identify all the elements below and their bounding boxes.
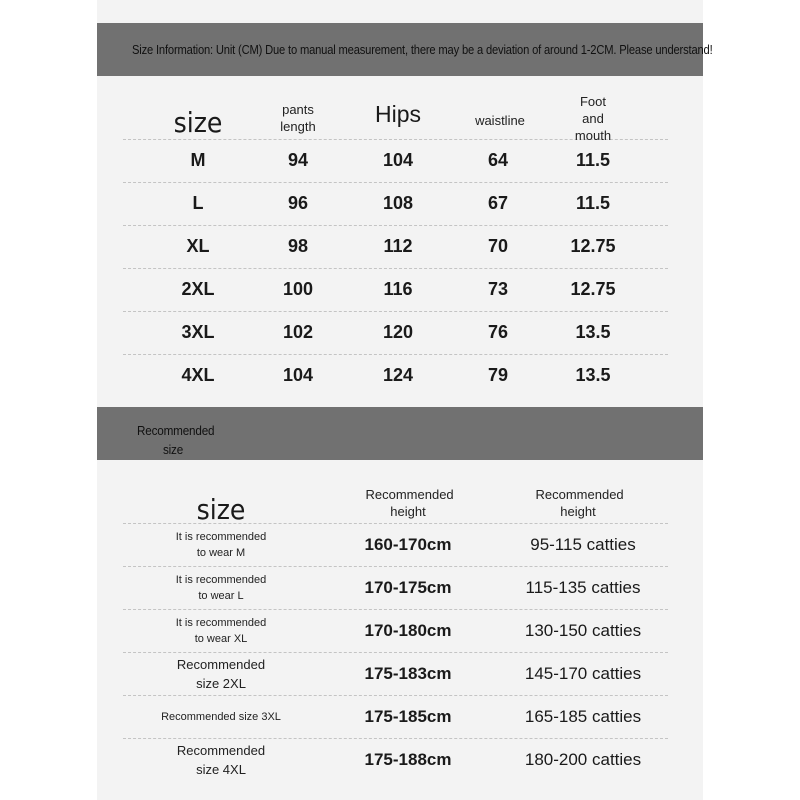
size-cell: 2XL [181,279,215,299]
recommended-size-cell: It is recommended to wear M [175,530,267,559]
recommended-size-banner [97,407,703,460]
size-row [123,268,668,312]
recommended-height-cell: 170-175cm [364,577,452,597]
recommended-weight-cell: 130-150 catties [524,620,642,640]
recommended-row [123,566,668,610]
foot-mouth-cell: 11.5 [575,150,611,170]
recommended-size-cell: Recommended size 3XL [161,710,281,723]
waistline-cell: 76 [487,322,509,342]
pants-length-cell: 100 [282,279,314,299]
recommended-height-cell: 170-180cm [364,620,452,640]
pants-length-cell: 94 [287,150,309,170]
waistline-header: waistline [475,112,525,128]
recommended-height-cell: 175-183cm [364,663,452,683]
size-row [123,139,668,183]
foot-mouth-cell: 11.5 [575,193,611,213]
pants-length-cell: 104 [282,365,314,385]
recommended-row [123,523,668,567]
waistline-cell: 64 [487,150,509,170]
waistline-cell: 79 [487,365,509,385]
waistline-cell: 70 [487,236,509,256]
recommended-row [123,738,668,781]
size-row [123,311,668,355]
recommended-height-cell: 175-188cm [364,749,452,769]
recommended-size-cell: It is recommended to wear XL [175,616,267,645]
size-cell: L [192,193,204,213]
foot-mouth-cell: 13.5 [575,365,611,385]
size-table-header [123,93,668,143]
size-cell: XL [186,236,210,256]
recommended-height-cell: 175-185cm [364,706,452,726]
recommended-size-label: Recommended size [137,423,215,457]
recommended-size-cell: Recommended size 4XL [176,742,266,777]
foot-mouth-cell: 12.75 [570,279,616,299]
size-row [123,225,668,269]
recommended-weight-cell: 115-135 catties [525,577,641,597]
waistline-cell: 73 [487,279,509,299]
hips-cell: 120 [382,322,414,342]
hips-cell: 116 [383,279,413,299]
pants-length-header: pants length [280,102,316,134]
size-info-text: Size Information: Unit (CM) Due to manual measurement, there may be a deviation of around 1-2CM. Please understand! [132,42,713,57]
recommended-weight-cell: 145-170 catties [524,663,642,683]
size-cell: M [190,150,206,170]
rec-size-header: size [196,493,246,526]
hips-cell: 112 [383,236,413,256]
pants-length-cell: 102 [282,322,314,342]
foot-mouth-header: Foot and mouth [574,93,612,143]
rec-height-header: Recommended height [365,486,454,519]
foot-mouth-cell: 12.75 [570,236,616,256]
pants-length-cell: 96 [287,193,309,213]
size-row [123,354,668,397]
size-cell: 3XL [181,322,215,342]
recommended-table-header [123,482,668,524]
waistline-cell: 67 [487,193,509,213]
recommended-weight-cell: 95-115 catties [530,534,636,554]
recommended-size-cell: It is recommended to wear L [175,573,267,602]
size-cell: 4XL [181,365,215,385]
rec-weight-header: Recommended height [535,486,624,519]
recommended-height-cell: 160-170cm [364,534,452,554]
size-row [123,182,668,226]
recommended-row [123,695,668,739]
recommended-size-cell: Recommended size 2XL [176,656,266,691]
hips-cell: 108 [382,193,414,213]
hips-cell: 124 [382,365,414,385]
foot-mouth-cell: 13.5 [575,322,611,342]
pants-length-cell: 98 [287,236,309,256]
hips-cell: 104 [382,150,414,170]
size-header: size [173,105,223,139]
recommended-row [123,609,668,653]
recommended-weight-cell: 180-200 catties [524,749,642,769]
recommended-row [123,652,668,696]
hips-header: Hips [374,100,421,127]
size-info-banner [97,23,713,76]
recommended-weight-cell: 165-185 catties [524,706,642,726]
